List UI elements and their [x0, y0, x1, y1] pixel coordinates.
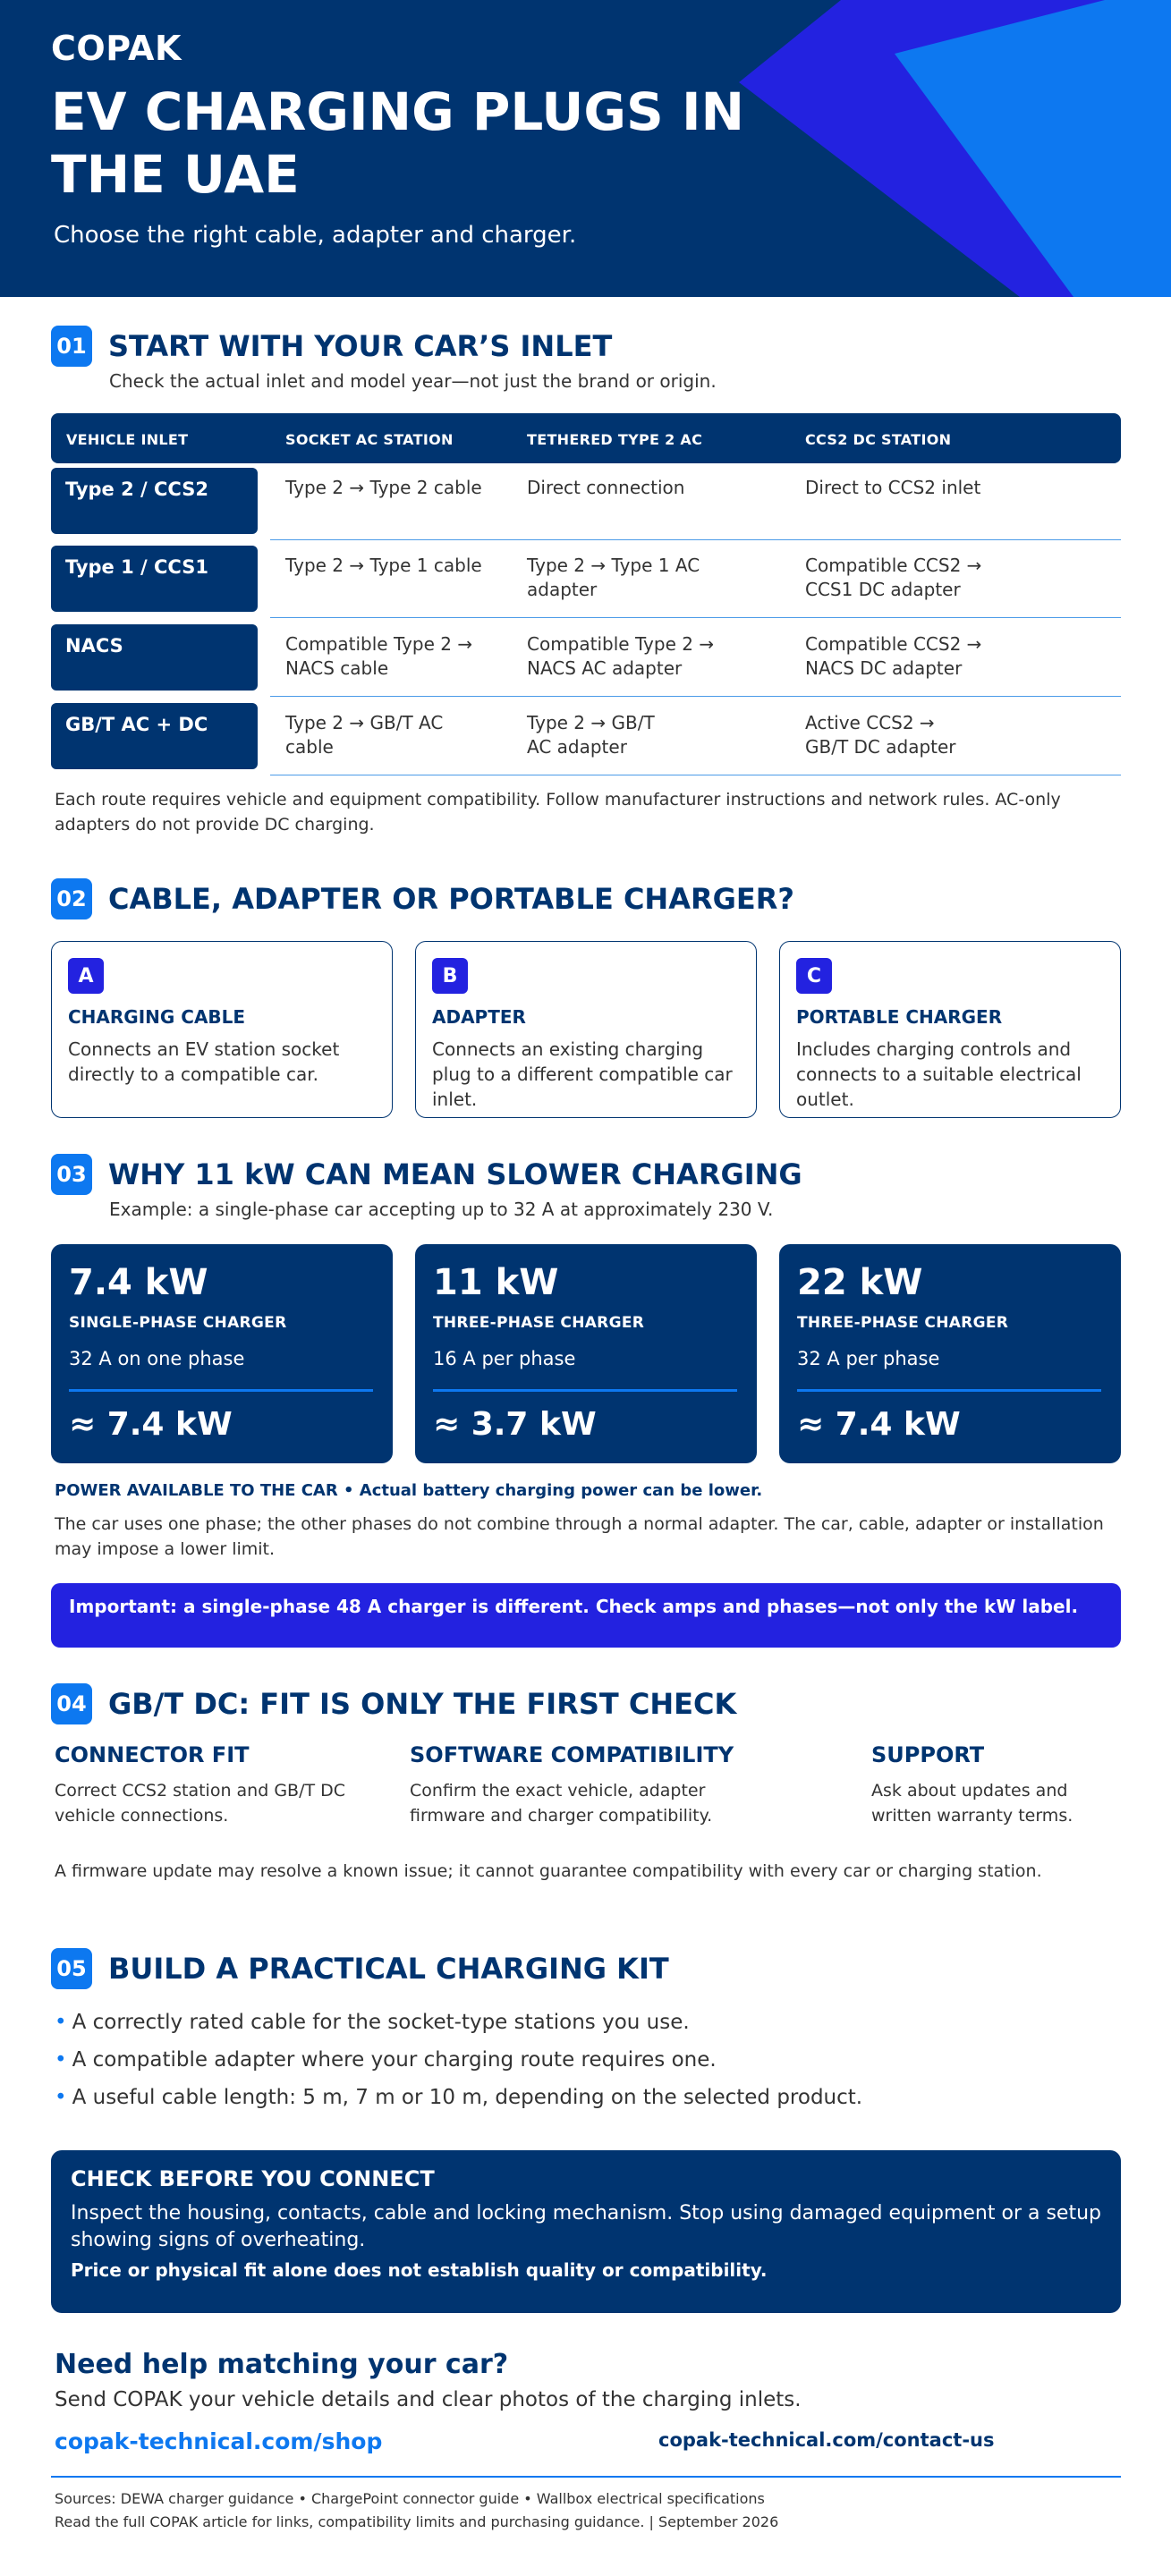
- check-warning: Price or physical fit alone does not establish quality or compatibility.: [71, 2259, 768, 2281]
- card-charging-cable: [51, 941, 393, 1118]
- table-row-inlet: GB/T AC + DC: [51, 703, 258, 769]
- power-card-kw: 22 kW: [797, 1262, 923, 1303]
- help-text: Send COPAK your vehicle details and clear photos of the charging inlets.: [55, 2388, 802, 2411]
- power-card-amps: 32 A on one phase: [69, 1348, 245, 1369]
- column-header: VEHICLE INLET: [66, 431, 189, 448]
- card-portable-charger: [779, 941, 1121, 1118]
- card-text: Connects an EV station socket directly to a compatible car.: [68, 1038, 340, 1085]
- section-subtitle: Example: a single-phase car accepting up to 32 A at approximately 230 V.: [109, 1199, 774, 1220]
- column-title-software: SOFTWARE COMPATIBILITY: [410, 1742, 734, 1767]
- column-text: Ask about updates and written warranty terms.: [871, 1781, 1073, 1826]
- card-letter-badge: C: [796, 958, 832, 994]
- important-banner: Important: a single-phase 48 A charger is different. Check amps and phases—not only the kW label.: [51, 1583, 1121, 1648]
- help-title: Need help matching your car?: [55, 2349, 509, 2380]
- row-divider: [270, 617, 1121, 618]
- section-title: WHY 11 kW CAN MEAN SLOWER CHARGING: [108, 1157, 802, 1191]
- table-cell: Type 2 → GB/T AC adapter: [527, 712, 655, 758]
- card-letter-badge: A: [68, 958, 104, 994]
- firmware-note: A firmware update may resolve a known issue; it cannot guarantee compatibility with every car or charging station.: [55, 1861, 1042, 1881]
- card-letter-badge: B: [432, 958, 468, 994]
- bullet-icon: •: [55, 2086, 67, 2109]
- power-card-amps: 32 A per phase: [797, 1348, 940, 1369]
- power-card-divider: [797, 1389, 1101, 1392]
- card-title: CHARGING CABLE: [68, 1006, 246, 1028]
- power-card-divider: [433, 1389, 737, 1392]
- section-title: BUILD A PRACTICAL CHARGING KIT: [108, 1952, 669, 1986]
- card-title: PORTABLE CHARGER: [796, 1006, 1003, 1028]
- power-card-result: ≈ 7.4 kW: [797, 1406, 961, 1443]
- table-cell: Compatible Type 2 → NACS AC adapter: [527, 633, 715, 679]
- table-header: [51, 413, 1121, 463]
- table-cell: Direct to CCS2 inlet: [805, 477, 981, 498]
- check-title: CHECK BEFORE YOU CONNECT: [71, 2166, 435, 2191]
- power-caption: POWER AVAILABLE TO THE CAR • Actual battery charging power can be lower.: [55, 1481, 763, 1500]
- power-card-divider: [69, 1389, 373, 1392]
- check-text: Inspect the housing, contacts, cable and locking mechanism. Stop using damaged equipment or a setup showing signs of overheating.: [71, 2202, 1102, 2251]
- table-row-inlet: Type 2 / CCS2: [51, 468, 258, 534]
- power-card-kw: 7.4 kW: [69, 1262, 208, 1303]
- list-item-text: A correctly rated cable for the socket-type stations you use.: [72, 2011, 690, 2034]
- bullet-icon: •: [55, 2048, 67, 2072]
- list-item: [55, 2048, 717, 2072]
- column-title-support: SUPPORT: [871, 1742, 985, 1767]
- power-card-result: ≈ 3.7 kW: [433, 1406, 597, 1443]
- row-divider: [270, 696, 1121, 697]
- table-cell: Compatible Type 2 → NACS cable: [285, 633, 473, 679]
- section-04-heading: [51, 1683, 736, 1724]
- section-title: START WITH YOUR CAR’S INLET: [108, 329, 613, 363]
- section-title: CABLE, ADAPTER OR PORTABLE CHARGER?: [108, 882, 794, 916]
- brand-logo: COPAK: [51, 29, 182, 68]
- list-item: [55, 2011, 690, 2034]
- section-02-heading: [51, 878, 794, 919]
- table-cell: Type 2 → Type 1 AC adapter: [527, 555, 700, 600]
- power-card-single-phase: [51, 1244, 393, 1463]
- section-01-heading: [51, 326, 612, 367]
- table-row-inlet: NACS: [51, 624, 258, 691]
- page-subtitle: Choose the right cable, adapter and charger.: [54, 222, 577, 249]
- column-header: TETHERED TYPE 2 AC: [527, 431, 703, 448]
- footer-divider: [51, 2476, 1121, 2478]
- row-divider: [270, 539, 1121, 540]
- power-card-three-phase-11: [415, 1244, 757, 1463]
- table-cell: Direct connection: [527, 477, 685, 498]
- section-title: GB/T DC: FIT IS ONLY THE FIRST CHECK: [108, 1687, 737, 1721]
- power-card-type: THREE-PHASE CHARGER: [797, 1314, 1009, 1332]
- power-note: The car uses one phase; the other phases do not combine through a normal adapter. The car, cable, adapter or installation may impose a lower limit.: [55, 1514, 1104, 1559]
- power-card-result: ≈ 7.4 kW: [69, 1406, 233, 1443]
- section-number: 03: [51, 1154, 92, 1195]
- column-title-connector-fit: CONNECTOR FIT: [55, 1742, 250, 1767]
- table-cell: Type 2 → Type 2 cable: [285, 477, 482, 498]
- power-card-three-phase-22: [779, 1244, 1121, 1463]
- bullet-icon: •: [55, 2011, 67, 2034]
- hero-header: [0, 0, 1171, 297]
- table-cell: Compatible CCS2 → CCS1 DC adapter: [805, 555, 982, 600]
- column-header: CCS2 DC STATION: [805, 431, 952, 448]
- table-cell: Compatible CCS2 → NACS DC adapter: [805, 633, 982, 679]
- list-item-text: A compatible adapter where your charging route requires one.: [72, 2048, 717, 2072]
- card-text: Includes charging controls and connects to a suitable electrical outlet.: [796, 1038, 1082, 1110]
- section-number: 05: [51, 1948, 92, 1989]
- card-text: Connects an existing charging plug to a different compatible car inlet.: [432, 1038, 733, 1110]
- page-title: EV CHARGING PLUGS IN THE UAE: [51, 81, 745, 205]
- list-item: [55, 2086, 862, 2109]
- card-adapter: [415, 941, 757, 1118]
- table-note: Each route requires vehicle and equipment compatibility. Follow manufacturer instructions and network rules. AC-only adapters do not provide DC charging.: [55, 790, 1061, 835]
- table-cell: Active CCS2 → GB/T DC adapter: [805, 712, 956, 758]
- power-card-kw: 11 kW: [433, 1262, 559, 1303]
- column-text: Correct CCS2 station and GB/T DC vehicle connections.: [55, 1781, 346, 1826]
- power-card-type: THREE-PHASE CHARGER: [433, 1314, 645, 1332]
- section-subtitle: Check the actual inlet and model year—not just the brand or origin.: [109, 370, 717, 392]
- section-03-heading: [51, 1154, 802, 1195]
- sources-text: Sources: DEWA charger guidance • ChargePoint connector guide • Wallbox electrical specifications: [55, 2490, 765, 2507]
- power-card-amps: 16 A per phase: [433, 1348, 576, 1369]
- table-row-inlet: Type 1 / CCS1: [51, 546, 258, 612]
- section-number: 04: [51, 1683, 92, 1724]
- table-cell: Type 2 → GB/T AC cable: [285, 712, 444, 758]
- list-item-text: A useful cable length: 5 m, 7 m or 10 m, depending on the selected product.: [72, 2086, 863, 2109]
- read-more-text: Read the full COPAK article for links, compatibility limits and purchasing guidance. | September 2026: [55, 2513, 779, 2530]
- table-cell: Type 2 → Type 1 cable: [285, 555, 482, 576]
- column-text: Confirm the exact vehicle, adapter firmware and charger compatibility.: [410, 1781, 713, 1826]
- shop-link[interactable]: copak-technical.com/shop: [55, 2428, 383, 2454]
- contact-link[interactable]: copak-technical.com/contact-us: [658, 2429, 995, 2451]
- power-card-type: SINGLE-PHASE CHARGER: [69, 1314, 287, 1332]
- section-05-heading: [51, 1948, 669, 1989]
- check-before-connect-box: [51, 2150, 1121, 2313]
- column-header: SOCKET AC STATION: [285, 431, 454, 448]
- section-number: 01: [51, 326, 92, 367]
- card-title: ADAPTER: [432, 1006, 526, 1028]
- section-number: 02: [51, 878, 92, 919]
